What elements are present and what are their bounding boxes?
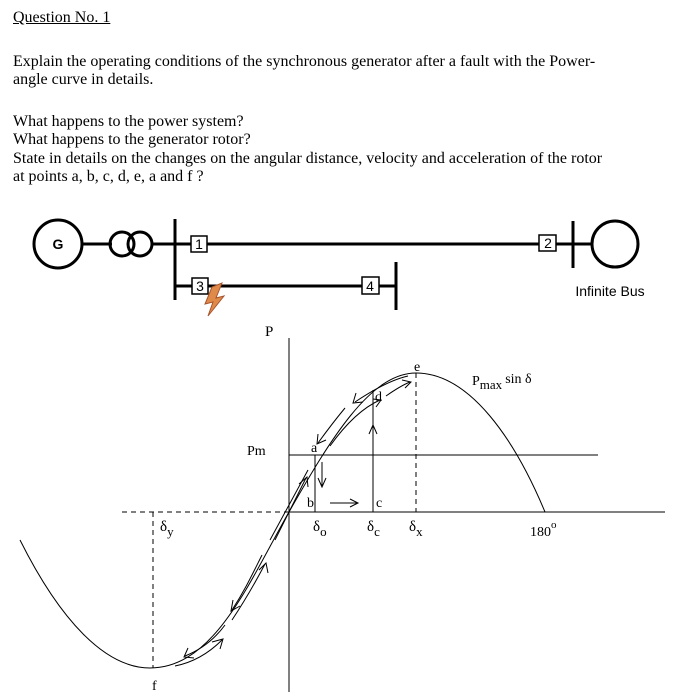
sub-question-3-line2: at points a, b, c, d, e, a and f ? xyxy=(13,168,204,185)
sub-question-2: What happens to the generator rotor? xyxy=(13,131,251,148)
pm-label: Pm xyxy=(247,444,266,459)
generator-label: G xyxy=(52,236,64,252)
point-b-label: b xyxy=(307,496,314,511)
point-c-label: c xyxy=(376,496,383,511)
angle-180-label: 180$^o$ xyxy=(530,519,557,540)
sub-question-3-line1: State in details on the changes on the angular distance, velocity and acceleration of the rotor xyxy=(13,150,603,167)
bus-1-label: 1 xyxy=(195,236,203,252)
d-to-e-arrow xyxy=(386,382,410,396)
question-title: Question No. 1 xyxy=(13,9,111,26)
question-paragraph-line1: Explain the operating conditions of the synchronous generator after a fault with the Power- xyxy=(13,53,596,70)
point-e-label: e xyxy=(414,360,421,375)
point-f-label: f xyxy=(152,679,157,694)
f-return-arrow-3 xyxy=(275,478,306,540)
delta-x-label: δx xyxy=(409,519,423,539)
delta-y-label: δy xyxy=(160,519,174,539)
f-return-arrow-2 xyxy=(232,564,265,620)
delta-c-label: δc xyxy=(367,519,380,539)
d-to-a-return-arrow xyxy=(318,408,345,443)
f-return-arrow-1 xyxy=(175,640,222,666)
bus-2-label: 2 xyxy=(544,235,552,251)
a-to-f-swing-arrow-2 xyxy=(232,555,262,610)
point-a-label: a xyxy=(311,441,318,456)
point-d-label: d xyxy=(375,390,382,405)
sub-question-1: What happens to the power system? xyxy=(13,113,244,130)
infinite-bus-label: Infinite Bus xyxy=(575,283,645,299)
bus-4-label: 4 xyxy=(366,278,374,294)
pmax-sin-delta-curve xyxy=(20,373,545,668)
bus-3-label: 3 xyxy=(196,278,204,294)
delta-o-label: δo xyxy=(313,519,327,539)
question-paragraph-line2: angle curve in details. xyxy=(13,71,154,88)
curve-label: Pmax sin δ xyxy=(472,372,532,392)
p-axis-label: P xyxy=(265,324,274,340)
